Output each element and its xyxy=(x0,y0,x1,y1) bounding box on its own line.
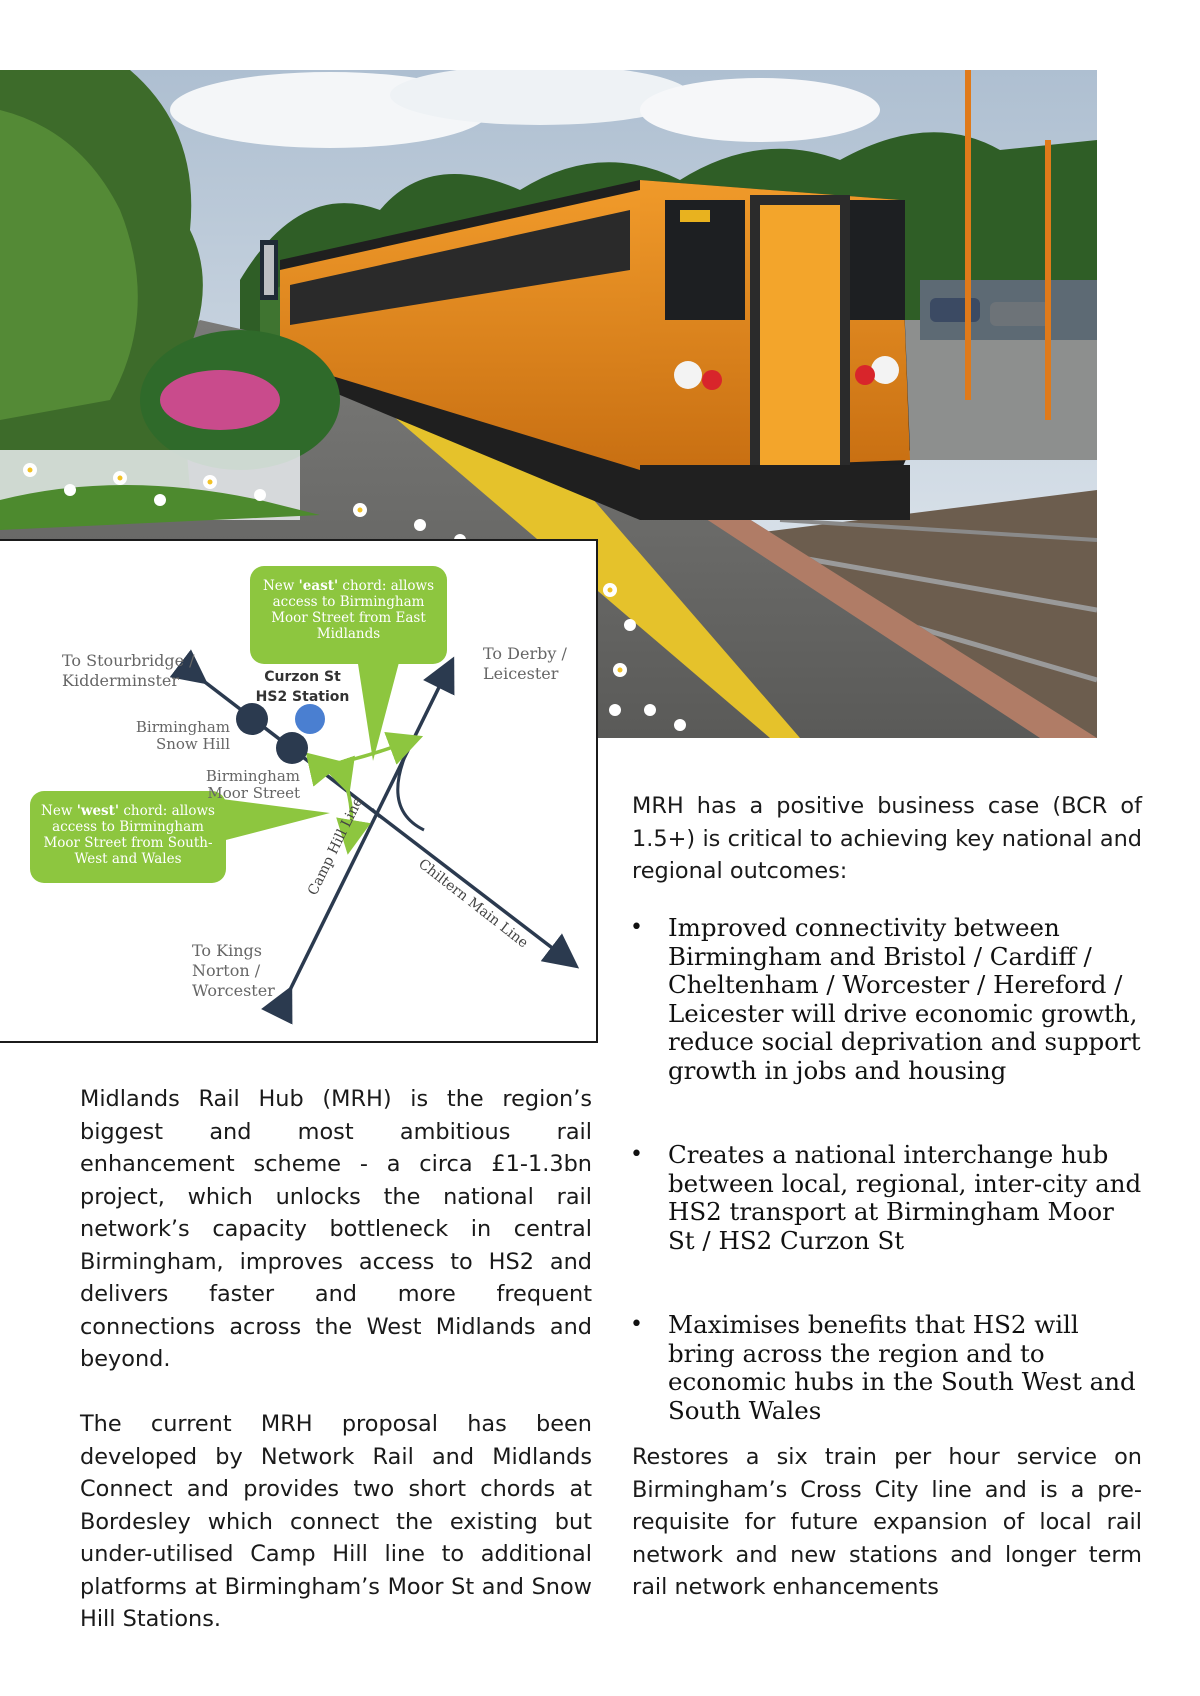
intro-paragraph: Midlands Rail Hub (MRH) is the region’s biggest and most ambitious rail enhancement scheme - a circa £1-1.3bn project, which unlocks the national rail network’s capacity bottleneck in central Birmingham, improves access to HS2 and delivers faster and more frequent connections across the West Midlands and beyond. xyxy=(80,1086,592,1372)
list-item: • Improved connectivity between Birmingham and Bristol / Cardiff / Cheltenham / Worcester / Hereford / Leicester will drive economic growth, reduce social deprivation and support growth in jobs and housing xyxy=(630,913,1141,1085)
moor-street-station-marker xyxy=(276,732,308,764)
left-text-column xyxy=(80,1083,592,1668)
snow-hill-station-marker xyxy=(236,703,268,735)
label-chiltern-main-line: Chiltern Main Line xyxy=(415,856,531,952)
label-to-stourbridge: To Stourbridge / Kidderminster xyxy=(62,651,195,690)
label-to-kings-norton: To Kings Norton / Worcester xyxy=(192,941,275,1000)
bullet-icon: • xyxy=(630,1312,643,1337)
bullet-icon: • xyxy=(630,915,643,940)
cross-city-paragraph: Restores a six train per hour service on Birmingham’s Cross City line and is a pre-requisite for future expansion of local rail network and new stations and longer term rail network enhancements xyxy=(632,1444,1142,1600)
rail-hub-map xyxy=(0,539,598,1043)
list-item: • Creates a national interchange hub between local, regional, inter-city and HS2 transport at Birmingham Moor St / HS2 Curzon St xyxy=(630,1140,1142,1255)
label-to-derby: To Derby / Leicester xyxy=(483,644,567,683)
bullet-icon: • xyxy=(630,1142,643,1167)
label-moor-street: Birmingham Moor Street xyxy=(205,767,300,802)
business-case-intro: MRH has a positive business case (BCR of 1.5+) is critical to achieving key national and regional outcomes: xyxy=(632,793,1142,884)
list-item: • Maximises benefits that HS2 will bring across the region and to economic hubs in the South West and South Wales xyxy=(630,1310,1136,1425)
label-curzon-st: Curzon St HS2 Station xyxy=(255,669,350,705)
proposal-paragraph: The current MRH proposal has been developed by Network Rail and Midlands Connect and provides two short chords at Bordesley which connect the existing but under-utilised Camp Hill line to additional platforms at Birmingham’s Moor St and Snow Hill Stations. xyxy=(80,1411,592,1632)
west-chord-callout: New 'west' chord: allows access to Birmingham Moor Street from South-West and Wales xyxy=(30,791,226,883)
east-chord-callout: New 'east' chord: allows access to Birmingham Moor Street from East Midlands xyxy=(250,566,447,664)
curzon-station-marker xyxy=(295,704,325,734)
outcomes-list xyxy=(628,914,1148,1425)
label-snow-hill: Birmingham Snow Hill xyxy=(135,718,230,753)
label-camp-hill-line: Camp Hill Line xyxy=(305,794,367,899)
